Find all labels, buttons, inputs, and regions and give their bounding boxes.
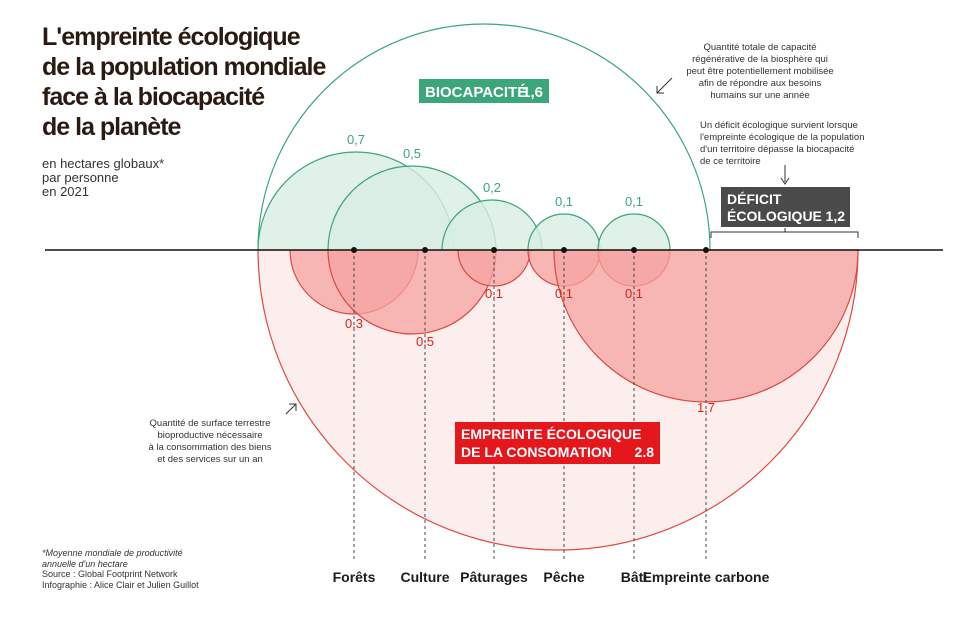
biocapacity-value-label-2: 0,2: [482, 180, 502, 195]
footprint-value-label-2: 0,1: [484, 286, 504, 301]
footprint-value-label-4: 0,1: [624, 286, 644, 301]
title-line: de la planète: [42, 113, 181, 141]
title-line: face à la biocapacité: [42, 83, 265, 111]
category-dot-3: [561, 247, 567, 253]
title-line: de la population mondiale: [42, 53, 326, 81]
annotation-line: l'empreinte écologique de la population: [700, 132, 865, 143]
category-label-2: Pâturages: [460, 569, 528, 585]
category-dot-2: [491, 247, 497, 253]
footprint-annotation-arrow: [286, 404, 296, 414]
subtitle: [42, 157, 164, 199]
category-dot-1: [422, 247, 428, 253]
deficit-name-line-2: ÉCOLOGIQUE: [727, 208, 822, 224]
title-line: L'empreinte écologique: [42, 23, 300, 51]
category-label-3: Pêche: [543, 569, 585, 585]
annotation-line: de ce territoire: [700, 156, 761, 167]
biocapacity-value-label-4: 0,1: [624, 194, 644, 209]
footprint-name-line-1: EMPREINTE ÉCOLOGIQUE: [461, 426, 642, 442]
category-label-4: Bâti: [620, 569, 648, 585]
biocapacity-value-label-1: 0,5: [402, 146, 422, 161]
annotation-line: humains sur une année: [710, 90, 810, 101]
footprint-annotation: [110, 418, 310, 466]
deficit-name-line-1: DÉFICIT: [727, 191, 782, 207]
footprint-total-value: 2.8: [634, 444, 654, 460]
biocapacity-annotation: [640, 42, 880, 102]
source-text: Source : Global Footprint Network: [42, 569, 178, 579]
annotation-line: afin de répondre aux besoins: [698, 78, 822, 89]
footprint-total-label: [455, 422, 660, 464]
biocapacity-total-name: BIOCAPACITÉ: [425, 84, 528, 101]
page-title: [42, 22, 326, 142]
category-dot-5: [703, 247, 709, 253]
category-label-5: Empreinte carbone: [642, 569, 770, 585]
category-labels: [333, 569, 770, 585]
footnote-line: *Moyenne mondiale de productivité: [42, 548, 183, 558]
deficit-total-value: 1,2: [825, 208, 845, 224]
footprint-value-label-5: 1,7: [696, 400, 716, 415]
subtitle-line: par personne: [42, 170, 119, 185]
annotation-line: régénérative de la biosphère qui: [692, 54, 828, 65]
category-label-1: Culture: [400, 569, 450, 585]
deficit-total-label: [721, 187, 850, 227]
footprint-value-label-0: 0,3: [344, 316, 364, 331]
subtitle-line: en hectares globaux*: [42, 156, 165, 171]
source-notes: [42, 548, 199, 590]
footnote-line: annuelle d'un hectare: [42, 558, 128, 569]
credits-text: Infographie : Alice Clair et Julien Guillot: [42, 579, 199, 590]
annotation-line: bioproductive nécessaire: [157, 430, 263, 441]
deficit-annotation: [700, 120, 940, 168]
footprint-value-label-1: 0,5: [415, 334, 435, 349]
subtitle-line: en 2021: [42, 184, 89, 199]
annotation-line: Un déficit écologique survient lorsque: [700, 120, 858, 131]
category-label-0: Forêts: [332, 569, 376, 585]
annotation-line: à la consommation des biens: [148, 442, 272, 453]
category-dot-0: [351, 247, 357, 253]
annotation-line: et des services sur un an: [157, 454, 263, 465]
biocapacity-total-label: [419, 79, 549, 103]
deficit-bracket: [711, 232, 858, 238]
biocapacity-value-label-3: 0,1: [554, 194, 574, 209]
biocapacity-total-value: 1,6: [522, 84, 543, 101]
category-dot-4: [631, 247, 637, 253]
biocapacity-value-label-0: 0,7: [346, 132, 366, 147]
annotation-line: Quantité de surface terrestre: [149, 418, 271, 429]
footprint-name-line-2: DE LA CONSOMATION: [461, 444, 612, 460]
annotation-line: d'un territoire dépasse la biocapacité: [700, 144, 855, 155]
footprint-value-label-3: 0,1: [554, 286, 574, 301]
annotation-line: Quantité totale de capacité: [703, 42, 817, 53]
annotation-line: peut être potentiellement mobilisée: [686, 66, 834, 77]
